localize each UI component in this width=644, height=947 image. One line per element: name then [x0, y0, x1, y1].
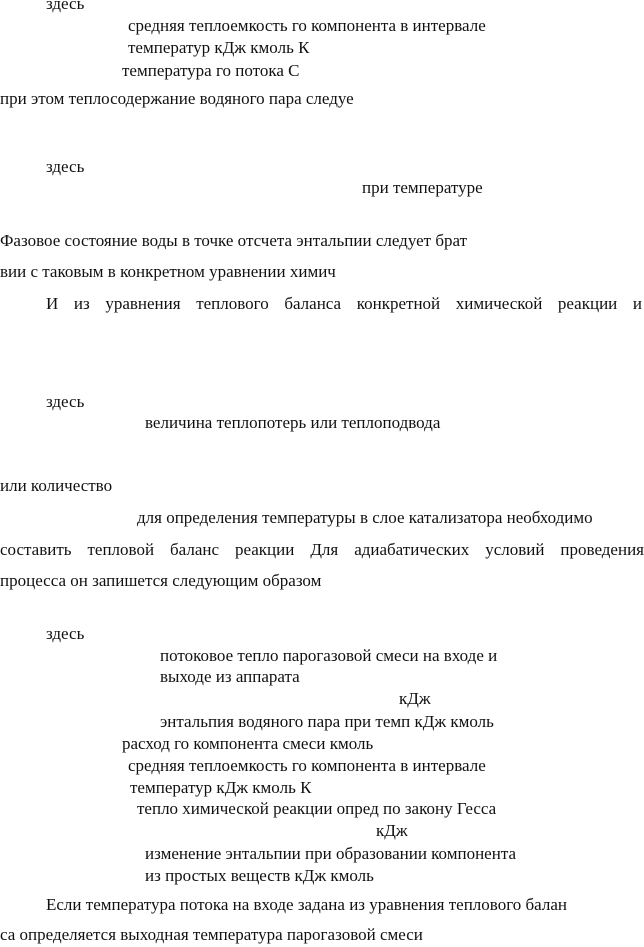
text-line-formation-enthalpy: изменение энтальпии при образовании компонента: [145, 844, 517, 863]
text-line-reaction-heat: тепло химической реакции опред по закону Гесса: [137, 799, 497, 818]
text-line-process-written: процесса он запишется следующим образом: [0, 571, 322, 590]
text-line-outlet-temperature: са определяется выходная температура парогазовой смеси: [0, 925, 423, 944]
text-line-kj-2: кДж: [376, 821, 408, 840]
text-line-zdes-3: здесь: [46, 392, 85, 411]
text-line-heat-loss: величина теплопотерь или теплоподвода: [145, 413, 441, 432]
text-line-kj-1: кДж: [399, 689, 431, 708]
text-line-temperature-range-1: температур кДж кмоль К: [128, 38, 310, 57]
text-line-or-quantity: или количество: [0, 476, 113, 495]
text-line-zdes-1: здесь: [46, 0, 85, 13]
text-line-apparatus-outlet: выходе из аппарата: [160, 667, 300, 686]
text-line-inlet-temperature: Если температура потока на входе задана из уравнения теплового балан: [46, 895, 567, 914]
text-line-stream-heat: потоковое тепло парогазовой смеси на входе и: [160, 646, 498, 665]
text-line-heat-balance-intro: И из уравнения теплового баланса конкретной химической реакции и: [46, 294, 642, 313]
text-line-heat-capacity-2: средняя теплоемкость го компонента в интервале: [128, 756, 486, 775]
text-line-steam-enthalpy: при этом теплосодержание водяного пара следуе: [0, 89, 354, 108]
text-line-simple-substances: из простых веществ кДж кмоль: [145, 866, 374, 885]
text-line-temperature-range-2: температур кДж кмоль К: [130, 778, 312, 797]
text-line-zdes-2: здесь: [46, 157, 85, 176]
text-line-chemical-equation: вии с таковым в конкретном уравнении химич: [0, 262, 336, 281]
text-line-heat-capacity-1: средняя теплоемкость го компонента в интервале: [128, 16, 486, 35]
text-line-zdes-4: здесь: [46, 624, 85, 643]
text-line-steam-enthalpy-temp: энтальпия водяного пара при темп кДж кмоль: [160, 712, 494, 731]
text-line-component-flow: расход го компонента смеси кмоль: [122, 734, 374, 753]
text-line-stream-temperature: температура го потока С: [122, 61, 300, 80]
text-line-catalyst-temperature: для определения температуры в слое катализатора необходимо: [137, 508, 593, 527]
text-line-phase-state: Фазовое состояние воды в точке отсчета энтальпии следует брат: [0, 231, 468, 250]
text-line-at-temperature: при температуре: [362, 178, 483, 197]
text-line-compose-balance: составить тепловой баланс реакции Для адиабатических условий проведения: [0, 540, 644, 559]
